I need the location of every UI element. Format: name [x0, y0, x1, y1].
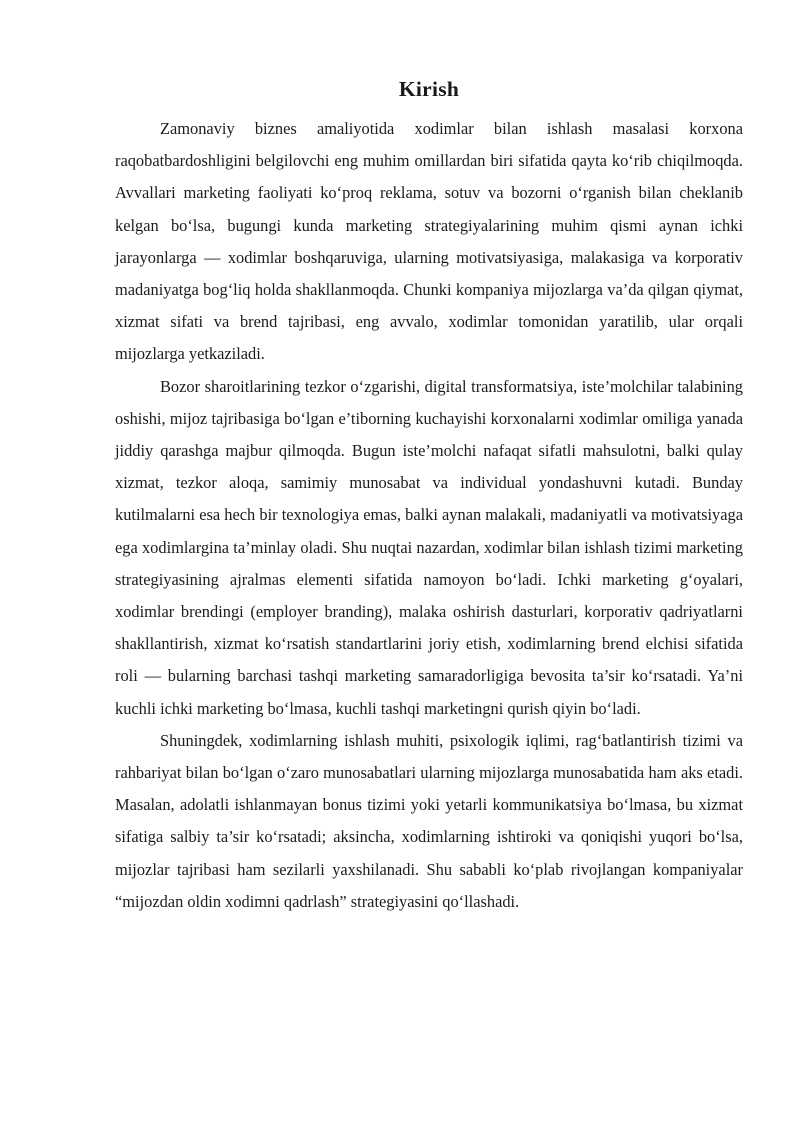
page-title: Kirish: [398, 77, 460, 101]
paragraph-2: Bozor sharoitlarining tezkor o‘zgarishi, digital transformatsiya, iste’molchilar talabining oshishi, mijoz tajribasiga bo‘lgan e’tiborning kuchayishi korxonalarni xodimlar omiliga yanada jiddiy qarashga majbur qilmoqda. Bugun iste’molchi nafaqat sifatli mahsulotni, balki qulay xizmat, tezkor aloqa, samimiy munosabat va individual yondashuvni kutadi. Bunday kutilmalarni esa hech bir texnologiya emas, balki aynan malakali, madaniyatli va motivatsiyaga ega xodimlargina ta’minlay oladi. Shu nuqtai nazardan, xodimlar bilan ishlash tizimi marketing strategiyasining ajralmas elementi sifatida namoyon bo‘ladi. Ichki marketing g‘oyalari, xodimlar brendingi (employer branding), malaka oshirish dasturlari, korporativ qadriyatlarni shakllantirish, xizmat ko‘rsatish standartlarini joriy etish, xodimlarning brend elchisi sifatida roli — bularning barchasi tashqi marketing samaradorligiga bevosita ta’sir ko‘rsatadi. Ya’ni kuchli ichki marketing bo‘lmasa, kuchli tashqi marketingni qurish qiyin bo‘ladi.: [115, 376, 743, 718]
document-body: [115, 113, 743, 918]
paragraph-3: Shuningdek, xodimlarning ishlash muhiti, psixologik iqlimi, rag‘batlantirish tizimi va rahbariyat bilan bo‘lgan o‘zaro munosabatlari ularning mijozlarga munosabatida ham aks etadi. Masalan, adolatli ishlanmayan bonus tizimi yoki yetarli kommunikatsiya bo‘lmasa, bu xizmat sifatiga salbiy ta’sir ko‘rsatadi; aksincha, xodimlarning ishtiroki va qoniqishi yuqori bo‘lsa, mijozlar tajribasi ham sezilarli yaxshilanadi. Shu sababli ko‘plab rivojlangan kompaniyalar “mijozdan oldin xodimni qadrlash” strategiyasini qo‘llashadi.: [115, 730, 743, 911]
paragraph-1: Zamonaviy biznes amaliyotida xodimlar bilan ishlash masalasi korxona raqobatbardoshligini belgilovchi eng muhim omillardan biri sifatida qayta ko‘rib chiqilmoqda. Avvallari marketing faoliyati ko‘proq reklama, sotuv va bozorni o‘rganish bilan cheklanib kelgan bo‘lsa, bugungi kunda marketing strategiyalarining muhim qismi aynan ichki jarayonlarga — xodimlar boshqaruviga, ularning motivatsiyasiga, malakasiga va korporativ madaniyatga bog‘liq holda shakllanmoqda. Chunki kompaniya mijozlarga va’da qilgan qiymat, xizmat sifati va brend tajribasi, eng avvalo, xodimlar tomonidan yaratilib, ular orqali mijozlarga yetkaziladi.: [115, 119, 743, 364]
